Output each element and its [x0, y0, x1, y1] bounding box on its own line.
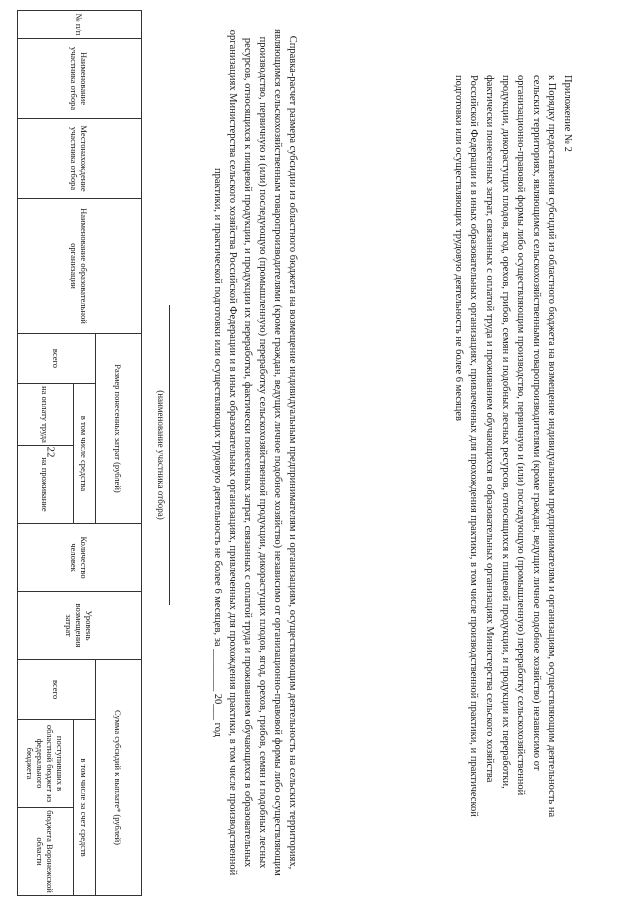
header-costs-including: в том числе средства	[74, 384, 96, 524]
header-subsidy-federal: поступивших в областной бюджет из федерального бюджета	[18, 720, 74, 808]
appendix-block	[450, 75, 575, 835]
page-number: 22	[44, 446, 57, 458]
header-count: Количество человек	[18, 524, 142, 592]
header-edu-org: Наименование образовательной организации	[18, 199, 142, 334]
header-subsidy-including: в том числе за счет средств	[74, 720, 96, 896]
participant-caption: (наименование участника отбора)	[156, 390, 166, 520]
header-subsidy-regional: бюджета Воронежской области	[18, 808, 74, 896]
participant-blank-line	[169, 305, 170, 605]
header-subsidy-total: всего	[18, 660, 96, 720]
header-num: № п/п	[18, 11, 142, 39]
appendix-heading: Приложение № 2	[562, 75, 573, 152]
header-costs-housing: на проживание	[18, 446, 74, 524]
header-participant-name: Наименование участника отбора	[18, 39, 142, 119]
header-costs-total: всего	[18, 334, 96, 384]
header-location: Местонахождение участника отбора	[18, 119, 142, 199]
header-costs-pay: на оплату труда	[18, 384, 74, 446]
subsidy-table	[17, 10, 142, 896]
header-costs: Размер понесенных затрат (рублей)	[96, 334, 142, 524]
appendix-basis: к Порядку предоставления субсидий из областного бюджета на возмещение индивидуальным предпринимателям и организациям, осуществляющим деятельность на сельских территориях, являющимся сельскохозяйственными товаропроизводителями (кроме граждан, ведущих личное подобное хозяйство) независимо от организационно-правовой формы либо осуществляющим производство, первичную и (или) последующую (промышленную) переработку сельскохозяйственной продукции, дикорастущих плодов, ягод, орехов, грибов, семян и подобных лесных ресурсов, относящихся к пищевой продукции, и продукции их переработки, фактически понесенных затрат, связанных с оплатой труда и проживанием обучающихся в образовательных организациях Министерства сельского хозяйства Российской Федерации и в иных образовательных организациях, привлеченных для прохождения практики, в том числе производственной практики, и практической подготовки или осуществляющих трудовую деятельность не более 6 месяцев	[452, 75, 558, 818]
header-reimb-level: Уровень возмещения затрат	[18, 592, 142, 660]
header-subsidy: Сумма субсидий к выплате* (рублей)	[96, 660, 142, 896]
document-title: Справка-расчет размера субсидии из областного бюджета на возмещение индивидуальным предпринимателям и организациям, осуществляющим деятельность на сельских территориях, являющимся сельскохозяйственным товаропроизводителями (кроме граждан, ведущих личное подобное хозяйство) независимо от организационно-правовой формы либо осуществляющим производство, первичную и (или) последующую (промышленную) переработку сельскохозяйственной продукции, дикорастущих плодов, ягод, орехов, грибов, семян и подобных лесных ресурсов, относящихся к пищевой продукции, и продукции их переработки, фактически понесенных затрат, связанных с оплатой труда и проживанием обучающихся в образовательных организациях Министерства сельского хозяйства Российской Федерации и в иных образовательных организациях, привлеченных для прохождения практики, в том числе производственной практики, и практической подготовки или осуществляющих трудовую деятельность не более 6 месяцев, за ________ 20___ год	[212, 29, 298, 876]
